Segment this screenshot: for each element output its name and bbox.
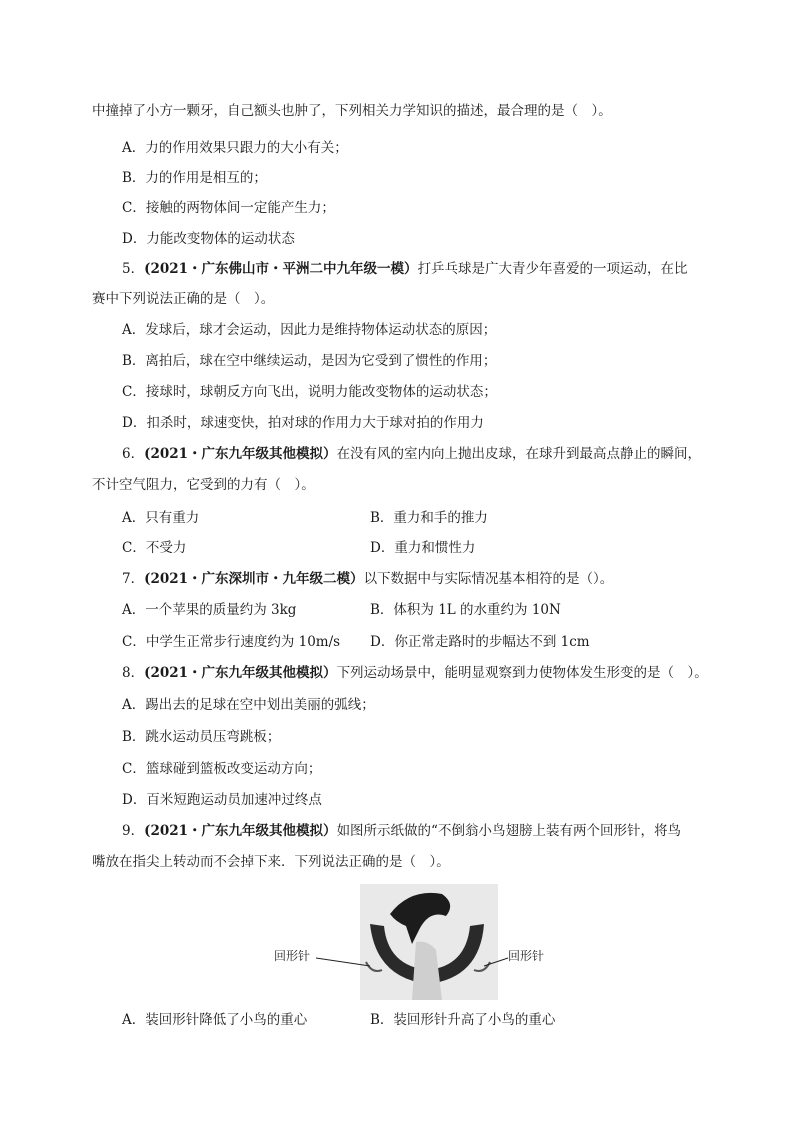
question-8-text: 下列运动场景中，能明显观察到力使物体发生形变的是（ ）。: [336, 665, 708, 681]
question-4-option-b: B．力的作用是相互的；: [122, 170, 267, 186]
tumbler-bird-figure: [270, 880, 550, 1004]
question-4-option-c: C．接触的两物体间一定能产生力；: [122, 200, 335, 216]
question-9-option-b: B．装回形针升高了小鸟的重心: [370, 1012, 556, 1028]
question-9-source: (2021・广东九年级其他模拟）: [144, 823, 337, 839]
question-8-option-a: A．踢出去的足球在空中划出美丽的弧线；: [122, 697, 375, 713]
question-5-source: (2021・广东佛山市・平洲二中九年级一模）: [144, 261, 418, 277]
question-7-number: 7．: [122, 571, 145, 587]
question-8-option-c: C．篮球碰到篮板改变运动方向；: [122, 761, 322, 777]
question-4-option-d: D．力能改变物体的运动状态: [122, 231, 295, 247]
question-5-stem: [122, 259, 688, 279]
figure-label-left: 回形针: [274, 949, 311, 963]
question-6-source: (2021・广东九年级其他模拟）: [144, 446, 337, 462]
question-7-option-d: D．你正常走路时的步幅达不到 1cm: [370, 634, 590, 650]
question-5-option-d: D．扣杀时，球速变快，拍对球的作用力大于球对拍的作用力: [122, 415, 484, 431]
question-6-option-c: C．不受力: [122, 540, 187, 556]
question-6-option-d: D．重力和惯性力: [370, 540, 476, 556]
question-5-option-c: C．接球时，球朝反方向飞出，说明力能改变物体的运动状态；: [122, 384, 497, 400]
question-7-text: 以下数据中与实际情况基本相符的是（）。: [363, 571, 614, 587]
question-5-stem-cont: 赛中下列说法正确的是（ ）。: [92, 291, 275, 307]
question-6-option-b: B．重力和手的推力: [370, 510, 488, 526]
question-8-option-b: B．跳水运动员压弯跳板；: [122, 729, 281, 745]
question-8-option-d: D．百米短跑运动员加速冲过终点: [122, 792, 322, 808]
question-9-stem: [122, 821, 681, 841]
question-8-stem: [122, 663, 708, 683]
question-9-text: 如图所示纸做的“不倒翁小鸟翅膀上装有两个回形针，将鸟: [336, 823, 681, 839]
question-9-option-a: A．装回形针降低了小鸟的重心: [122, 1012, 308, 1028]
question-7-source: (2021・广东深圳市・九年级二模）: [144, 571, 364, 587]
question-9-stem-cont: 嘴放在指尖上转动而不会掉下来．下列说法正确的是（ ）。: [92, 854, 450, 870]
figure-label-right: 回形针: [508, 949, 545, 963]
question-6-option-a: A．只有重力: [122, 510, 200, 526]
question-6-stem: [122, 444, 701, 464]
question-7-option-b: B．体积为 1L 的水重约为 10N: [370, 602, 561, 618]
question-7-option-c: C．中学生正常步行速度约为 10m/s: [122, 634, 341, 650]
question-6-number: 6．: [122, 446, 145, 462]
question-8-number: 8．: [122, 665, 145, 681]
question-5-option-b: B．离拍后，球在空中继续运动，是因为它受到了惯性的作用；: [122, 353, 497, 369]
question-5-number: 5．: [122, 261, 145, 277]
question-4-option-a: A．力的作用效果只跟力的大小有关；: [122, 140, 348, 156]
question-8-source: (2021・广东九年级其他模拟）: [144, 665, 337, 681]
question-5-text: 打乒乓球是广大青少年喜爱的一项运动，在比: [417, 261, 688, 277]
question-7-stem: [122, 569, 613, 589]
question-5-option-a: A．发球后，球才会运动，因此力是维持物体运动状态的原因；: [122, 322, 497, 338]
question-4-stem-end: 中撞掉了小方一颗牙，自己额头也肿了，下列相关力学知识的描述，最合理的是（ ）。: [92, 103, 612, 119]
question-7-option-a: A．一个苹果的质量约为 3kg: [122, 602, 297, 618]
question-6-stem-cont: 不计空气阻力，它受到的力有（ ）。: [92, 477, 315, 493]
question-9-number: 9．: [122, 823, 145, 839]
question-6-text: 在没有风的室内向上抛出皮球，在球升到最高点静止的瞬间，: [336, 446, 702, 462]
